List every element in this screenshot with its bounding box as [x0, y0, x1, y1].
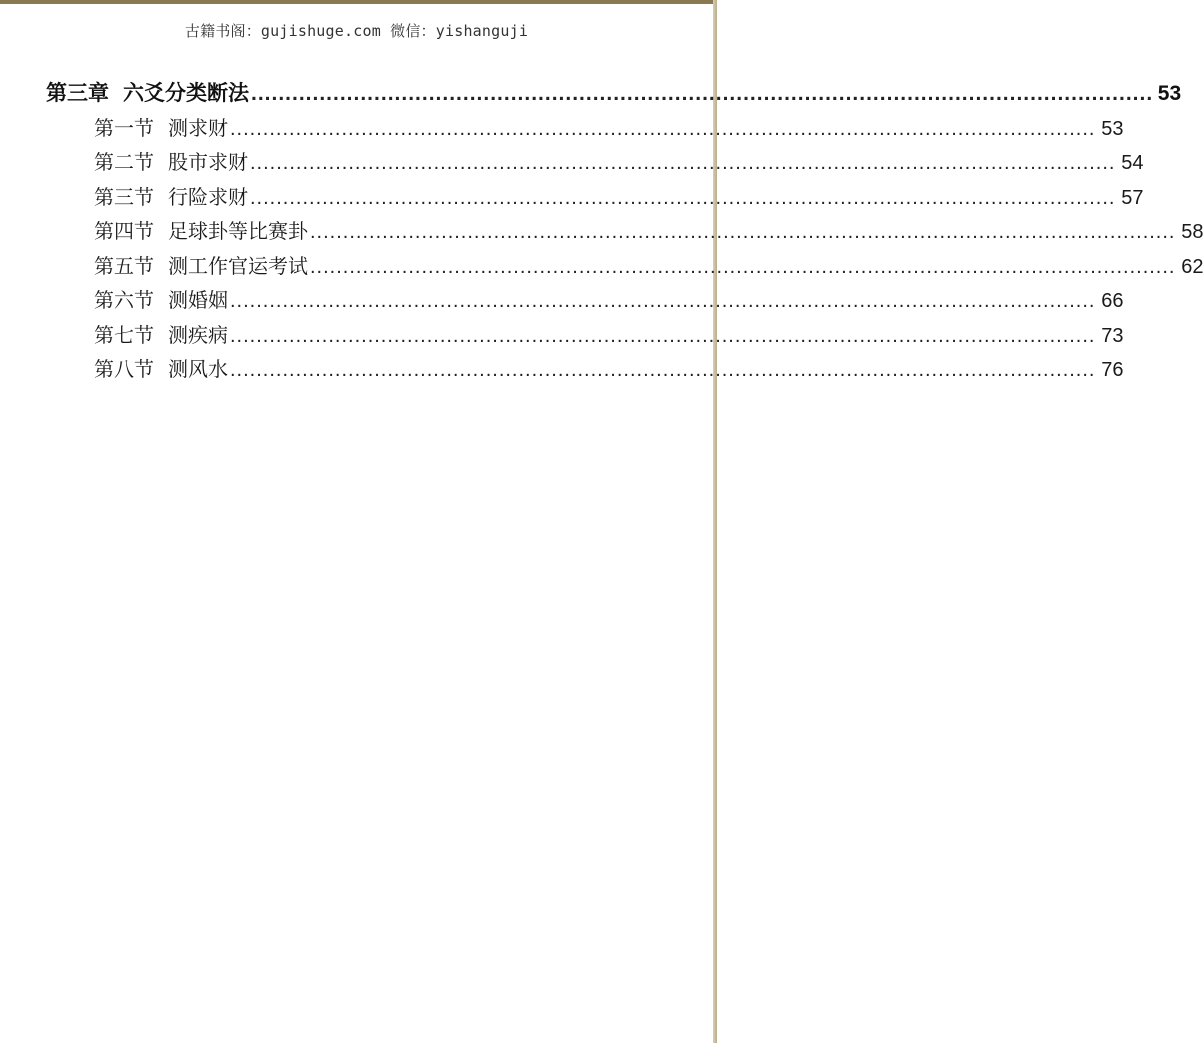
dot-leader: ....................................................................................................................................: [250, 186, 1116, 209]
dot-leader: ....................................................................................................................................: [310, 221, 1176, 243]
toc-section-entry[interactable]: [46, 145, 1144, 180]
section-number: 第五节: [94, 253, 154, 278]
section-title: 测婚姻: [168, 288, 228, 312]
section-title: 测风水: [168, 357, 228, 381]
dot-leader: ....................................................................................................................................: [230, 117, 1096, 140]
toc-section-entry[interactable]: [46, 180, 1144, 215]
section-number: 第八节: [94, 357, 154, 381]
toc-section-entry[interactable]: [46, 283, 1124, 318]
toc-chapter-entry[interactable]: [46, 76, 1182, 111]
toc-section-entry[interactable]: [46, 214, 1203, 249]
section-title: 行险求财: [168, 184, 248, 209]
section-page-number: 53: [1101, 117, 1124, 140]
section-page-number: 73: [1101, 324, 1124, 347]
toc-section-entry[interactable]: [46, 249, 1203, 284]
section-page-number: 54: [1121, 152, 1144, 174]
toc-section-entry[interactable]: [46, 352, 1124, 387]
section-page-number: 66: [1101, 290, 1124, 312]
section-title: 测求财: [168, 115, 228, 140]
dot-leader: ....................................................................................................................................: [230, 324, 1096, 347]
section-page-number: 57: [1121, 186, 1144, 209]
chapter-title: 六爻分类断法: [123, 80, 249, 105]
dot-leader: ....................................................................................................................................: [251, 82, 1154, 105]
chapter-number: 第三章: [46, 80, 109, 105]
section-number: 第四节: [94, 219, 154, 243]
section-title: 足球卦等比赛卦: [168, 219, 308, 243]
section-title: 股市求财: [168, 150, 248, 174]
dot-leader: ....................................................................................................................................: [310, 255, 1176, 278]
toc-section-entry[interactable]: [46, 318, 1124, 353]
section-page-number: 76: [1101, 359, 1124, 381]
section-number: 第三节: [94, 184, 154, 209]
chapter-page-number: 53: [1157, 82, 1182, 105]
dot-leader: ....................................................................................................................................: [230, 290, 1096, 312]
dot-leader: ....................................................................................................................................: [250, 152, 1116, 174]
section-number: 第七节: [94, 322, 154, 347]
section-page-number: 58: [1181, 221, 1203, 243]
dot-leader: ....................................................................................................................................: [230, 359, 1096, 381]
section-number: 第一节: [94, 115, 154, 140]
section-number: 第二节: [94, 150, 154, 174]
page-header-watermark: 古籍书阁：gujishuge.com 微信：yishanguji: [184, 22, 529, 40]
table-of-contents: [46, 76, 1203, 387]
section-number: 第六节: [94, 288, 154, 312]
section-title: 测工作官运考试: [168, 253, 308, 278]
top-border: [0, 0, 717, 4]
section-page-number: 62: [1181, 255, 1203, 278]
toc-section-entry[interactable]: [46, 111, 1124, 146]
section-title: 测疾病: [168, 322, 228, 347]
